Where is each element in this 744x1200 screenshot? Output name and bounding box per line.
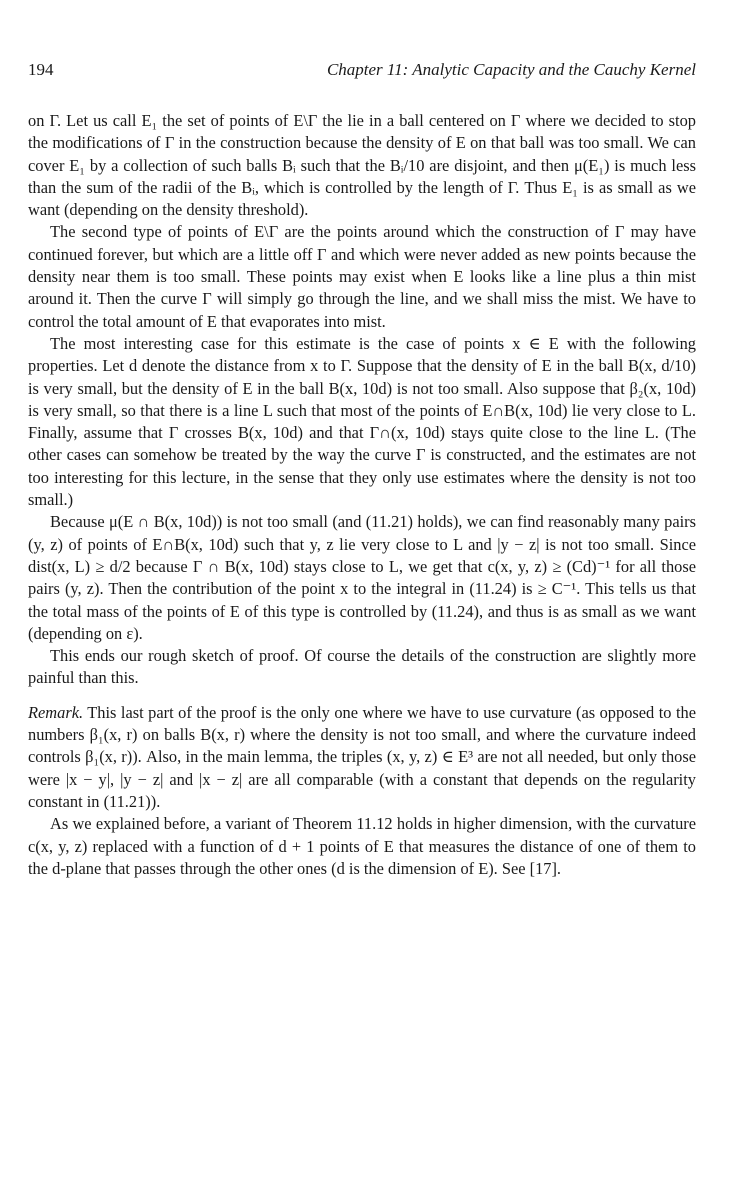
paragraph-interesting-case: The most interesting case for this estimate is the case of points x ∈ E with the following properties. Let d denote the distance from x to Γ. Suppose that the density of E in the ball B(x, d/10) is very small, but the density of E in the ball B(x, 10d) is not too small. Also suppose that β₂(x, 10d) is very small, so that there is a line L such that most of the points of E∩B(x, 10d) lie very close to L. Finally, assume that Γ crosses B(x, 10d) and that Γ∩(x, 10d) stays quite close to the line L. (The other cases can somehow be treated by the way the curve Γ is constructed, and the estimates are not too interesting for this lecture, in the sense that they only use estimates where the density is not too small.) [28,333,696,510]
paragraph-second-type: The second type of points of E\Γ are the points around which the construction of Γ may have continued forever, but which are a little off Γ and which were never added as new points because the density near them is too small. These points may exist when E looks like a line plus a thin mist around it. Then the curve Γ will simply go through the line, and we shall miss the mist. We have to control the total amount of E that evaporates into mist. [28,222,696,331]
paragraph-because: Because μ(E ∩ B(x, 10d)) is not too small (and (11.21) holds), we can find reasonably many pairs (y, z) of points of E∩B(x, 10d) such that y, z lie very close to L and |y − z| is not too small. Since dist(x, L) ≥ d/2 because Γ ∩ B(x, 10d) stays close to L, we get that c(x, y, z) ≥ (Cd)⁻¹ for all those pairs (y, z). Then the contribution of the point x to the integral in (11.24) is ≥ C⁻¹. This tells us that the total mass of the points of E of this type is controlled by (11.24), and thus is as small as we want (depending on ε). [28,512,696,643]
page-body [28,110,696,880]
paragraph-continued: on Γ. Let us call E₁ the set of points of E\Γ the lie in a ball centered on Γ where we decided to stop the modifications of Γ in the construction because the density of E on that ball was too small. We can cover E₁ by a collection of such balls Bᵢ such that the Bᵢ/10 are disjoint, and then μ(E₁) is much less than the sum of the radii of the Bᵢ, which is controlled by the length of Γ. Thus E₁ is as small as we want (depending on the density threshold). [28,111,696,220]
paragraph-closing: As we explained before, a variant of Theorem 11.12 holds in higher dimension, with the curvature c(x, y, z) replaced with a function of d + 1 points of E that measures the distance of one of them to the d-plane that passes through the other ones (d is the dimension of E). See [17]. [28,814,696,878]
paragraph-ends-sketch: This ends our rough sketch of proof. Of course the details of the construction are slightly more painful than this. [28,646,696,688]
remark-label: Remark. [28,702,84,722]
page-number: 194 [28,60,54,79]
remark-text: This last part of the proof is the only one where we have to use curvature (as opposed to the numbers β₁(x, r) on balls B(x, r) where the density is not too small, and where the curvature indeed controls β₁(x, r)). Also, in the main lemma, the triples (x, y, z) ∈ E³ are not all needed, but only those were |x − y|, |y − z| and |x − z| are all comparable (with a constant that depends on the regularity constant in (11.21)). [28,702,696,811]
remark-paragraph [28,702,696,813]
running-title: Chapter 11: Analytic Capacity and the Cauchy Kernel [326,60,696,79]
page-header [28,60,696,86]
